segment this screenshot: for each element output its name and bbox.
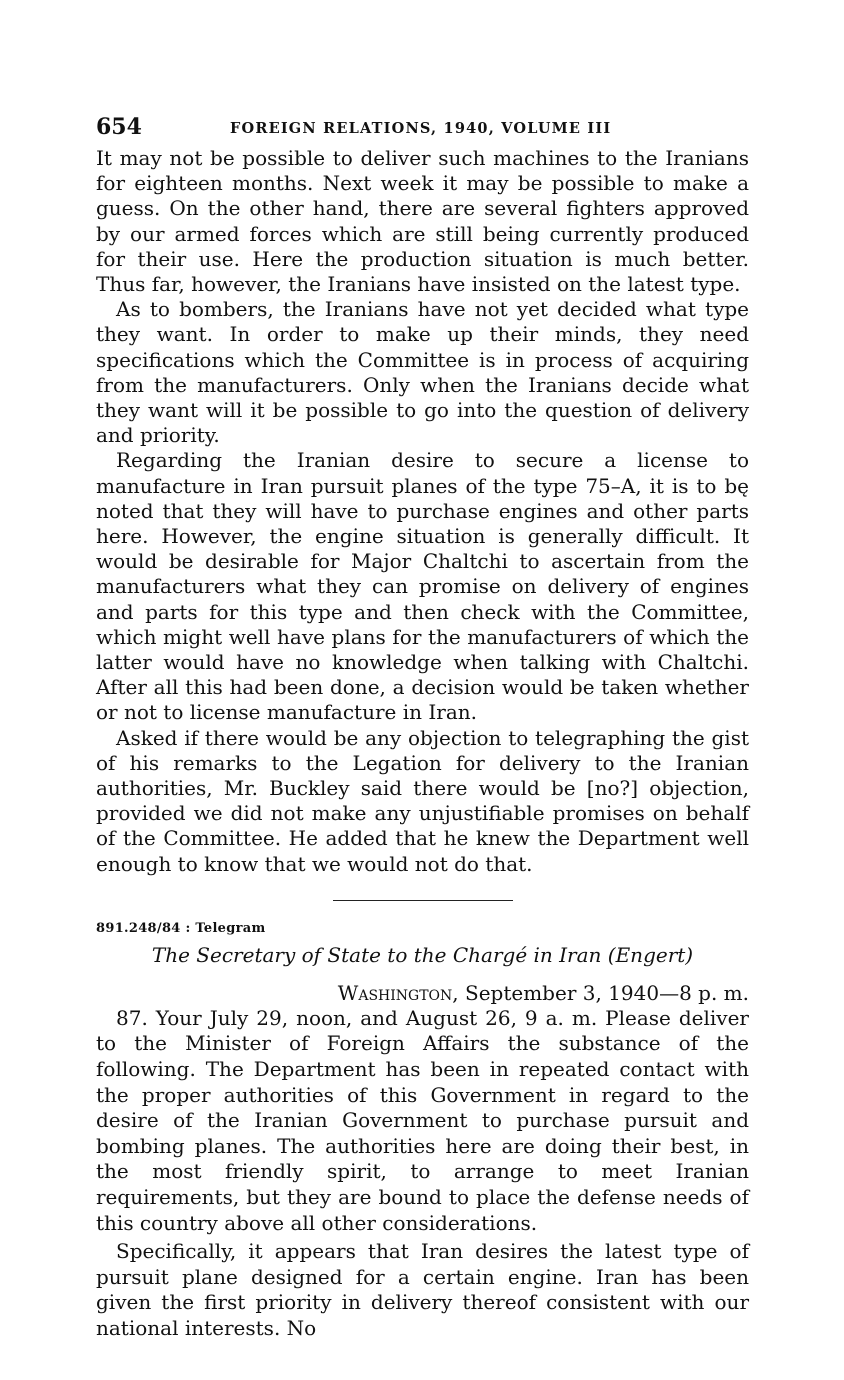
document-title: The Secretary of State to the Chargé in Iran (Engert) [151, 942, 694, 967]
dateline-date: September 3, 1940—8 p. m. [458, 980, 749, 1005]
page-number: 654 [96, 114, 142, 140]
body-paragraph: As to bombers, the Iranians have not yet decided what type they want. In order to make up their minds, they need specifications which the Committee is in process of acquiring from the manufacturers. Only when the Iranians decide what they want will it be possible to go into the question of delivery and priority. [96, 297, 749, 448]
telegram-paragraph: Specifically, it appears that Iran desires the latest type of pursuit plane designed for a certain engine. Iran has been given the first priority in delivery thereof consistent with our national interests. No [96, 1239, 749, 1341]
section-divider [333, 900, 513, 901]
telegram-text [96, 1006, 749, 1342]
body-paragraph: Asked if there would be any objection to telegraphing the gist of his remarks to the Legation for delivery to the Iranian authorities, Mr. Buckley said there would be [no?] objection, provided we did not make any unjustifiable promises on behalf of the Committee. He added that he knew the Department well enough to know that we would not do that. [96, 725, 749, 876]
running-head: FOREIGN RELATIONS, 1940, VOLUME III [230, 120, 612, 137]
dateline [96, 980, 749, 1006]
body-paragraph: Regarding the Iranian desire to secure a license to manufacture in Iran pursuit planes of the type 75–A, it is to bę noted that they will have to purchase engines and other parts here. However, the engine situation is generally difficult. It would be desirable for Major Chaltchi to ascertain from the manufacturers what they can promise on delivery of engines and parts for this type and then check with the Committee, which might well have plans for the manufacturers of which the latter would have no knowledge when talking with Chaltchi. After all this had been done, a decision would be taken whether or not to license manufacture in Iran. [96, 448, 749, 725]
dateline-place: Washington, [337, 980, 459, 1005]
page-header [96, 112, 749, 146]
document-page [96, 112, 749, 1342]
body-paragraph: It may not be possible to deliver such machines to the Iranians for eighteen months. Next week it may be possible to make a guess. On the other hand, there are several fighters approved by our armed forces which are still being currently produced for their use. Here the production situation is much better. Thus far, however, the Iranians have insisted on the latest type. [96, 146, 749, 297]
telegram-paragraph: 87. Your July 29, noon, and August 26, 9 a. m. Please deliver to the Minister of Foreign Affairs the substance of the following. The Department has been in repeated contact with the proper authorities of this Government in regard to the desire of the Iranian Government to purchase pursuit and bombing planes. The authorities here are doing their best, in the most friendly spirit, to arrange to meet Iranian requirements, but they are bound to place the defense needs of this country above all other considerations. [96, 1005, 749, 1235]
body-text [96, 146, 749, 877]
file-reference: 891.248/84 : Telegram [96, 920, 266, 936]
